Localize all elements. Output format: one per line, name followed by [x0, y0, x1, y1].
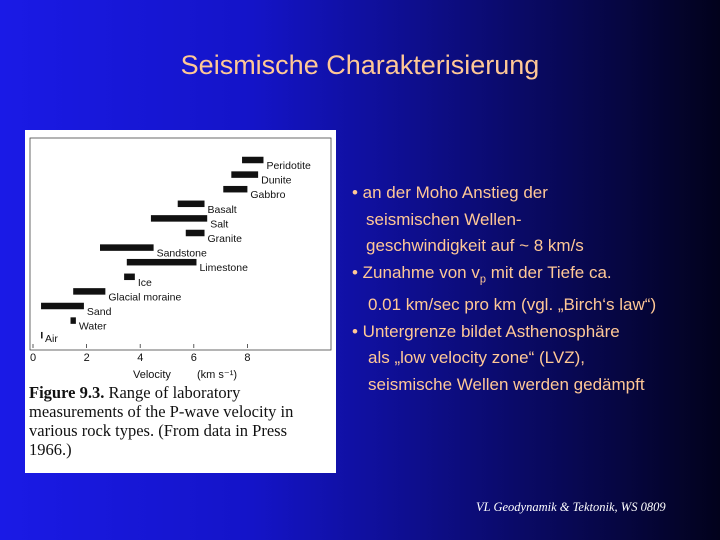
bar-label-granite: Granite — [207, 233, 242, 245]
bullet-line: • an der Moho Anstieg der — [352, 183, 548, 202]
bullet-line: seismischen Wellen- — [366, 209, 522, 229]
slide-title: Seismische Charakterisierung — [180, 50, 540, 80]
bar-air — [41, 332, 43, 339]
bars-group — [41, 157, 263, 339]
bar-labels-group — [45, 160, 311, 345]
bar-peridotite — [242, 157, 263, 164]
caption-text: Range of laboratory measurements of the P-wave velocity in various rock types. (From data in Press 1966.) — [29, 383, 294, 459]
bar-limestone — [127, 259, 197, 266]
x-tick-label-8: 8 — [244, 352, 251, 364]
bar-label-glacial-moraine: Glacial moraine — [108, 291, 182, 304]
x-tick-label-4: 4 — [137, 352, 144, 364]
bullet-list — [352, 180, 720, 398]
subscript-p: p — [479, 272, 486, 285]
bullet-text: • Zunahme von v — [352, 262, 480, 282]
bar-label-dunite: Dunite — [261, 174, 292, 187]
figure-panel — [25, 130, 336, 473]
bullet-line: als „low velocity zone“ (LVZ), — [368, 348, 585, 368]
velocity-range-chart — [25, 130, 336, 383]
x-tick-label-2: 2 — [83, 352, 90, 364]
x-axis-label: Velocity — [133, 369, 171, 381]
bar-ice — [124, 274, 135, 281]
figure-caption — [29, 383, 329, 459]
bar-glacial-moraine — [73, 288, 105, 295]
bullet-text-tail: mit der Tiefe ca. — [485, 262, 612, 282]
bar-gabbro — [223, 186, 247, 193]
bullet-asthenosphere — [352, 319, 720, 399]
slide-footer: VL Geodynamik & Tektonik, WS 0809 — [476, 500, 666, 514]
ticks-group — [33, 344, 247, 348]
bullet-line: seismische Wellen werden gedämpft — [368, 374, 645, 394]
x-tick-label-0: 0 — [30, 352, 37, 364]
bar-label-peridotite: Peridotite — [266, 160, 311, 172]
bullet-line: 0.01 km/sec pro km (vgl. „Birch‘s law“) — [368, 295, 657, 315]
bar-granite — [186, 230, 205, 237]
bar-label-air: Air — [45, 333, 58, 346]
bullet-velocity-increase — [352, 260, 720, 319]
x-axis-unit: (km s⁻¹) — [197, 369, 238, 381]
bar-label-sandstone: Sandstone — [156, 247, 207, 260]
bar-label-limestone: Limestone — [199, 262, 248, 275]
bullet-line: geschwindigkeit auf ~ 8 km/s — [366, 236, 584, 255]
bar-dunite — [231, 171, 258, 178]
bullet-moho — [352, 180, 720, 260]
bullet-line — [352, 260, 720, 293]
bar-label-salt: Salt — [210, 218, 229, 231]
bar-salt — [151, 215, 207, 222]
bar-label-gabbro: Gabbro — [250, 189, 286, 202]
bar-water — [71, 317, 76, 324]
bullet-line: • Untergrenze bildet Asthenosphäre — [352, 321, 620, 341]
x-tick-label-6: 6 — [190, 352, 197, 364]
bar-label-water: Water — [78, 320, 107, 333]
caption-label: Figure 9.3. — [29, 383, 105, 402]
tick-labels-group — [30, 352, 251, 364]
bar-sand — [41, 303, 84, 310]
bar-sandstone — [100, 244, 154, 251]
bar-label-basalt: Basalt — [207, 203, 237, 216]
bar-label-sand: Sand — [86, 306, 112, 318]
bar-basalt — [178, 201, 205, 208]
bar-label-ice: Ice — [137, 276, 152, 289]
